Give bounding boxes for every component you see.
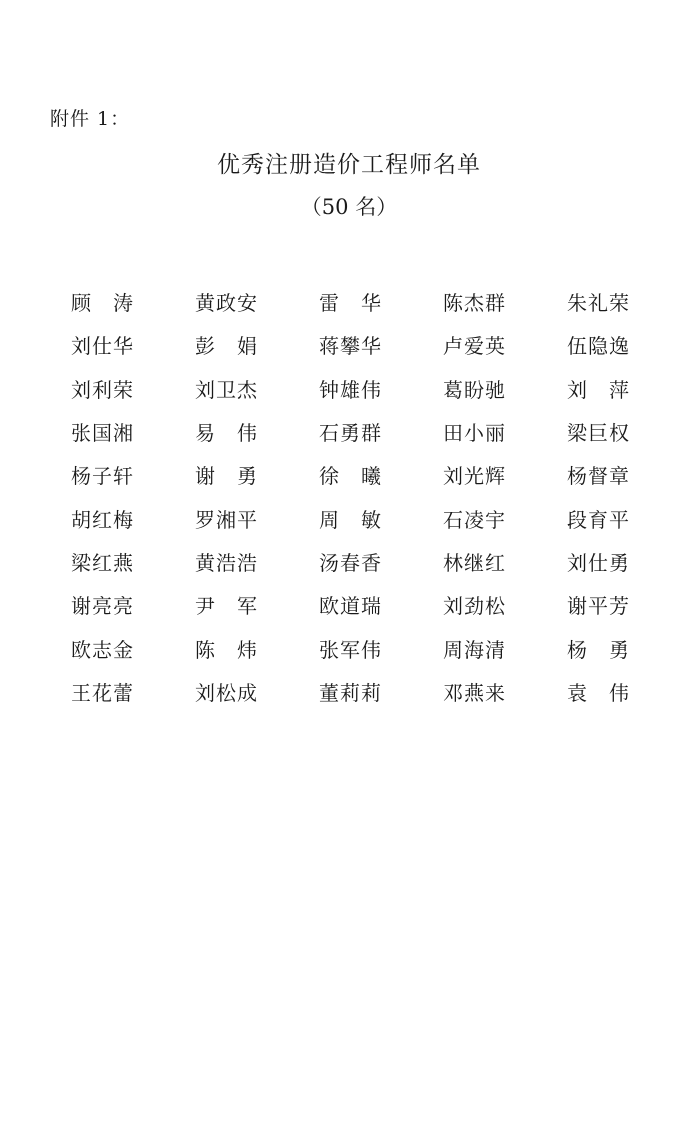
name-cell bbox=[164, 287, 288, 316]
person-name: 周 敏 bbox=[319, 507, 381, 532]
person-name: 董 莉 莉 bbox=[319, 680, 381, 705]
name-cell bbox=[40, 460, 164, 489]
person-name: 雷 华 bbox=[319, 291, 381, 316]
name-cell bbox=[40, 634, 164, 663]
name-cell bbox=[412, 547, 536, 576]
name-row bbox=[40, 280, 660, 323]
person-name: 陈 杰 群 bbox=[443, 291, 505, 316]
person-name: 陈 炜 bbox=[195, 637, 257, 662]
name-row bbox=[40, 367, 660, 410]
name-cell bbox=[536, 677, 660, 706]
person-name: 王 花 蕾 bbox=[71, 680, 133, 705]
person-name: 卢 爱 英 bbox=[443, 334, 505, 359]
person-name: 刘 仕 勇 bbox=[567, 550, 629, 575]
name-cell bbox=[412, 287, 536, 316]
person-name: 段 育 平 bbox=[567, 507, 629, 532]
person-name: 尹 军 bbox=[195, 594, 257, 619]
name-cell bbox=[536, 504, 660, 533]
name-cell bbox=[412, 374, 536, 403]
person-name: 刘 光 辉 bbox=[443, 464, 505, 489]
person-name: 朱 礼 荣 bbox=[567, 291, 629, 316]
name-list bbox=[40, 280, 660, 713]
person-name: 林 继 红 bbox=[443, 550, 505, 575]
person-name: 谢 亮 亮 bbox=[71, 594, 133, 619]
person-name: 汤 春 香 bbox=[319, 550, 381, 575]
name-row bbox=[40, 670, 660, 713]
name-cell bbox=[288, 374, 412, 403]
person-name: 刘 卫 杰 bbox=[195, 377, 257, 402]
name-row bbox=[40, 540, 660, 583]
person-name: 杨 子 轩 bbox=[71, 464, 133, 489]
name-cell bbox=[164, 374, 288, 403]
person-name: 伍 隐 逸 bbox=[567, 334, 629, 359]
person-name: 欧 道 瑞 bbox=[319, 594, 381, 619]
name-cell bbox=[40, 504, 164, 533]
person-name: 钟 雄 伟 bbox=[319, 377, 381, 402]
name-cell bbox=[536, 374, 660, 403]
name-cell bbox=[40, 330, 164, 359]
person-name: 黄 政 安 bbox=[195, 291, 257, 316]
name-cell bbox=[288, 330, 412, 359]
name-cell bbox=[288, 460, 412, 489]
person-name: 谢 勇 bbox=[195, 464, 257, 489]
person-name: 杨 督 章 bbox=[567, 464, 629, 489]
person-name: 蒋 攀 华 bbox=[319, 334, 381, 359]
name-row bbox=[40, 626, 660, 669]
name-cell bbox=[40, 590, 164, 619]
name-cell bbox=[288, 677, 412, 706]
name-cell bbox=[164, 504, 288, 533]
name-cell bbox=[288, 590, 412, 619]
person-name: 刘 仕 华 bbox=[71, 334, 133, 359]
name-row bbox=[40, 453, 660, 496]
person-name: 罗 湘 平 bbox=[195, 507, 257, 532]
name-row bbox=[40, 583, 660, 626]
person-name: 刘 萍 bbox=[567, 377, 629, 402]
person-name: 徐 曦 bbox=[319, 464, 381, 489]
page-title: 优秀注册造价工程师名单 bbox=[217, 152, 481, 178]
person-name: 张 国 湘 bbox=[71, 421, 133, 446]
person-name: 易 伟 bbox=[195, 421, 257, 446]
name-cell bbox=[164, 590, 288, 619]
person-name: 刘 劲 松 bbox=[443, 594, 505, 619]
name-cell bbox=[536, 590, 660, 619]
name-cell bbox=[288, 547, 412, 576]
name-row bbox=[40, 410, 660, 453]
name-row bbox=[40, 323, 660, 366]
person-name: 黄 浩 浩 bbox=[195, 550, 257, 575]
person-name: 石 凌 宇 bbox=[443, 507, 505, 532]
name-cell bbox=[40, 374, 164, 403]
name-cell bbox=[536, 634, 660, 663]
name-cell bbox=[536, 460, 660, 489]
name-cell bbox=[288, 634, 412, 663]
name-cell bbox=[412, 417, 536, 446]
name-cell bbox=[164, 677, 288, 706]
name-cell bbox=[412, 460, 536, 489]
name-cell bbox=[164, 460, 288, 489]
name-cell bbox=[164, 634, 288, 663]
name-cell bbox=[536, 417, 660, 446]
name-cell bbox=[164, 417, 288, 446]
name-cell bbox=[412, 590, 536, 619]
person-name: 谢 平 芳 bbox=[567, 594, 629, 619]
name-cell bbox=[288, 504, 412, 533]
person-name: 顾 涛 bbox=[71, 291, 133, 316]
person-name: 胡 红 梅 bbox=[71, 507, 133, 532]
person-name: 张 军 伟 bbox=[319, 637, 381, 662]
name-cell bbox=[164, 547, 288, 576]
name-cell bbox=[536, 330, 660, 359]
name-cell bbox=[40, 677, 164, 706]
name-cell bbox=[40, 417, 164, 446]
name-row bbox=[40, 496, 660, 539]
name-cell bbox=[536, 287, 660, 316]
person-name: 葛 盼 驰 bbox=[443, 377, 505, 402]
person-name: 欧 志 金 bbox=[71, 637, 133, 662]
name-cell bbox=[164, 330, 288, 359]
name-cell bbox=[288, 417, 412, 446]
name-cell bbox=[412, 504, 536, 533]
name-cell bbox=[536, 547, 660, 576]
name-cell bbox=[412, 677, 536, 706]
person-name: 刘 松 成 bbox=[195, 680, 257, 705]
name-cell bbox=[412, 634, 536, 663]
name-cell bbox=[288, 287, 412, 316]
name-cell bbox=[412, 330, 536, 359]
person-name: 彭 娟 bbox=[195, 334, 257, 359]
person-name: 梁 巨 权 bbox=[567, 421, 629, 446]
person-name: 梁 红 燕 bbox=[71, 550, 133, 575]
person-name: 杨 勇 bbox=[567, 637, 629, 662]
name-cell bbox=[40, 547, 164, 576]
person-name: 田 小 丽 bbox=[443, 421, 505, 446]
person-name: 周 海 清 bbox=[443, 637, 505, 662]
person-name: 刘 利 荣 bbox=[71, 377, 133, 402]
person-name: 邓 燕 来 bbox=[443, 680, 505, 705]
person-name: 石 勇 群 bbox=[319, 421, 381, 446]
name-cell bbox=[40, 287, 164, 316]
person-name: 袁 伟 bbox=[567, 680, 629, 705]
attachment-label: 附件 1： bbox=[50, 108, 131, 130]
page-subtitle: （50 名） bbox=[300, 195, 398, 219]
